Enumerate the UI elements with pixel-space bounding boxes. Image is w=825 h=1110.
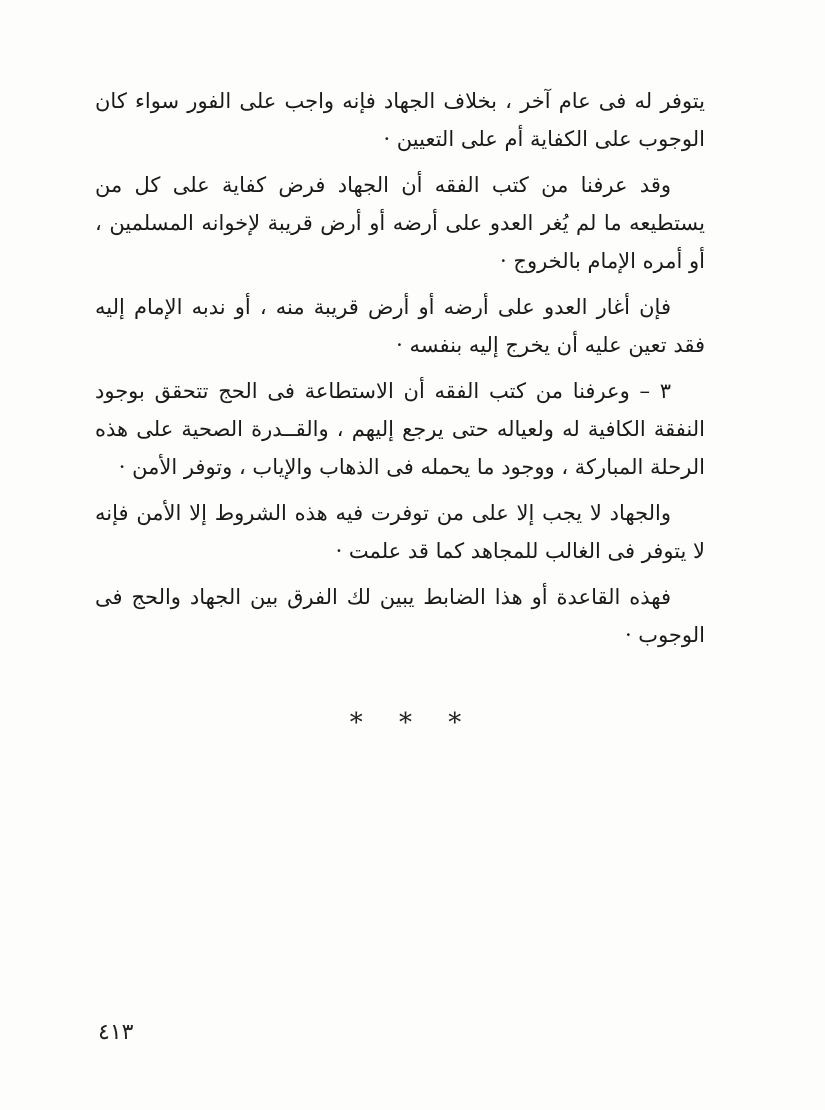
paragraph-1: يتوفر له فى عام آخر ، بخلاف الجهاد فإنه واجب على الفور سواء كان الوجوب على الكفاية أم على التعيين · <box>95 89 705 151</box>
paragraph-5: والجهاد لا يجب إلا على من توفرت فيه هذه الشروط إلا الأمن فإنه لا يتوفر فى الغالب للمجاهد كما قد علمت · <box>95 501 705 563</box>
paragraph-6: فهذه القاعدة أو هذا الضابط يبين لك الفرق بين الجهاد والحج فى الوجوب · <box>95 585 705 647</box>
page-number: ٤١٣ <box>98 1020 134 1045</box>
paragraph-3: فإن أغار العدو على أرضه أو أرض قريبة منه ، أو ندبه الإمام إليه فقد تعين عليه أن يخرج إليه بنفسه · <box>95 295 705 357</box>
paragraph-2: وقد عرفنا من كتب الفقه أن الجهاد فرض كفاية على كل من يستطيعه ما لم يُغر العدو على أرضه أو أرض قريبة لإخوانه المسلمين ، أو أمره الإمام بالخروج · <box>95 173 705 273</box>
paragraph-4: ٣ – وعرفنا من كتب الفقه أن الاستطاعة فى الحج تتحقق بوجود النفقة الكافية له ولعياله حتى يرجع إليهم ، والقــدرة الصحية على هذه الرحلة المباركة ، ووجود ما يحمله فى الذهاب والإياب ، وتوفر الأمن · <box>95 379 705 479</box>
body-text <box>95 82 705 662</box>
section-separator: * * * <box>349 708 476 738</box>
